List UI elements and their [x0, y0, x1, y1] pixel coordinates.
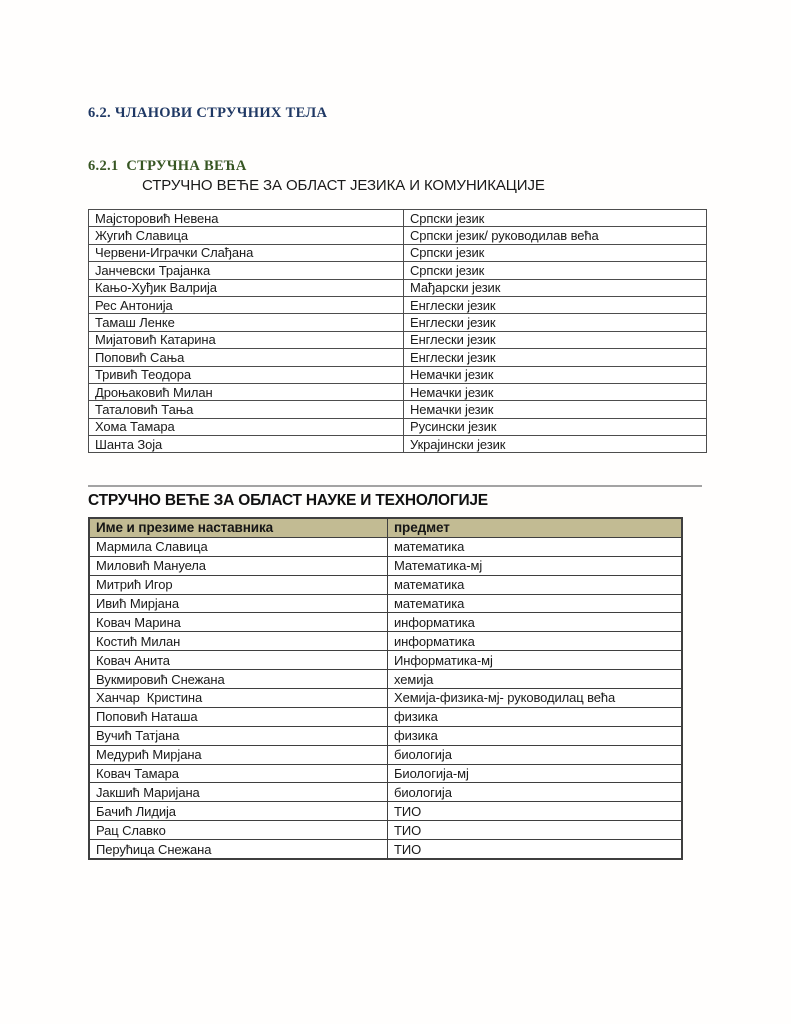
teacher-name-cell: Медурић Мирјана — [89, 745, 388, 764]
subheading-science-council: СТРУЧНО ВЕЋЕ ЗА ОБЛАСТ НАУКЕ И ТЕХНОЛОГИЈЕ — [88, 492, 488, 509]
teacher-name-cell: Кањо-Хуђик Валрија — [89, 279, 404, 296]
table-row — [89, 436, 707, 453]
subject-cell: Енглески језик — [404, 331, 707, 348]
teacher-name-cell: Поповић Наташа — [89, 707, 388, 726]
teacher-name-cell: Ковач Марина — [89, 613, 388, 632]
teacher-name-cell: Хома Тамара — [89, 418, 404, 435]
table-row — [89, 594, 682, 613]
table-row — [89, 401, 707, 418]
teacher-name-cell: Јакшић Маријана — [89, 783, 388, 802]
section-heading-councils: 6.2.1 СТРУЧНА ВЕЋА — [88, 158, 247, 174]
science-council-table — [88, 517, 683, 860]
subject-cell: Немачки језик — [404, 401, 707, 418]
teacher-name-cell: Костић Милан — [89, 632, 388, 651]
teacher-name-cell: Бачић Лидија — [89, 802, 388, 821]
subject-cell: Украјински језик — [404, 436, 707, 453]
table-header-row — [89, 518, 682, 537]
table-row — [89, 383, 707, 400]
subject-cell: физика — [388, 726, 683, 745]
table-row — [89, 689, 682, 708]
section-heading-members: 6.2. ЧЛАНОВИ СТРУЧНИХ ТЕЛА — [88, 105, 328, 121]
teacher-name-cell: Мијатовић Катарина — [89, 331, 404, 348]
subject-cell: физика — [388, 707, 683, 726]
table-row — [89, 670, 682, 689]
teacher-name-cell: Поповић Сања — [89, 349, 404, 366]
subheading-language-council: СТРУЧНО ВЕЋЕ ЗА ОБЛАСТ ЈЕЗИКА И КОМУНИКАЦИЈЕ — [142, 177, 545, 194]
table-row — [89, 821, 682, 840]
table-row — [89, 279, 707, 296]
teacher-name-cell: Дроњаковић Милан — [89, 383, 404, 400]
subject-cell: Српски језик — [404, 210, 707, 227]
table-row — [89, 632, 682, 651]
teacher-name-cell: Миловић Мануела — [89, 556, 388, 575]
subject-cell: Хемија-физика-мј- руководилац већа — [388, 689, 683, 708]
teacher-name-cell: Вучић Татјана — [89, 726, 388, 745]
subject-cell: Информатика-мј — [388, 651, 683, 670]
teacher-name-cell: Митрић Игор — [89, 575, 388, 594]
table-row — [89, 764, 682, 783]
table-row — [89, 366, 707, 383]
teacher-name-cell: Тривић Теодора — [89, 366, 404, 383]
subject-cell: Српски језик — [404, 244, 707, 261]
subject-cell: Немачки језик — [404, 366, 707, 383]
language-council-table-body — [89, 210, 707, 453]
table-row — [89, 244, 707, 261]
subject-cell: хемија — [388, 670, 683, 689]
table-row — [89, 707, 682, 726]
subject-cell: ТИО — [388, 821, 683, 840]
subject-cell: Српски језик — [404, 262, 707, 279]
science-council-table-head — [89, 518, 682, 537]
teacher-name-cell: Рес Антонија — [89, 296, 404, 313]
subject-cell: математика — [388, 594, 683, 613]
table-row — [89, 296, 707, 313]
table-row — [89, 726, 682, 745]
teacher-name-cell: Ковач Тамара — [89, 764, 388, 783]
table-row — [89, 418, 707, 435]
table-row — [89, 262, 707, 279]
subject-cell: Русински језик — [404, 418, 707, 435]
subject-cell: информатика — [388, 613, 683, 632]
teacher-name-cell: Перућица Снежана — [89, 840, 388, 859]
teacher-name-cell: Мајсторовић Невена — [89, 210, 404, 227]
teacher-name-cell: Ковач Анита — [89, 651, 388, 670]
table-row — [89, 802, 682, 821]
teacher-name-cell: Шанта Зоја — [89, 436, 404, 453]
header-cell-teacher-name: Име и презиме наставника — [89, 518, 388, 537]
teacher-name-cell: Мармила Славица — [89, 537, 388, 556]
language-council-table — [88, 209, 707, 453]
teacher-name-cell: Червени-Играчки Слађана — [89, 244, 404, 261]
table-row — [89, 613, 682, 632]
science-council-table-body — [89, 537, 682, 859]
subject-cell: Мађарски језик — [404, 279, 707, 296]
subject-cell: Немачки језик — [404, 383, 707, 400]
table-row — [89, 331, 707, 348]
subject-cell: Енглески језик — [404, 314, 707, 331]
horizontal-rule — [88, 485, 702, 487]
teacher-name-cell: Таталовић Тања — [89, 401, 404, 418]
subject-cell: Математика-мј — [388, 556, 683, 575]
teacher-name-cell: Тамаш Ленке — [89, 314, 404, 331]
table-row — [89, 537, 682, 556]
teacher-name-cell: Ханчар Кристина — [89, 689, 388, 708]
teacher-name-cell: Рац Славко — [89, 821, 388, 840]
table-row — [89, 783, 682, 802]
subject-cell: математика — [388, 537, 683, 556]
subject-cell: Енглески језик — [404, 349, 707, 366]
table-row — [89, 227, 707, 244]
subject-cell: биологија — [388, 783, 683, 802]
table-row — [89, 556, 682, 575]
table-row — [89, 349, 707, 366]
table-row — [89, 651, 682, 670]
teacher-name-cell: Јанчевски Трајанка — [89, 262, 404, 279]
table-row — [89, 745, 682, 764]
table-row — [89, 314, 707, 331]
table-row — [89, 575, 682, 594]
teacher-name-cell: Жугић Славица — [89, 227, 404, 244]
table-row — [89, 210, 707, 227]
subject-cell: биологија — [388, 745, 683, 764]
subject-cell: Српски језик/ руководилав већа — [404, 227, 707, 244]
table-row — [89, 840, 682, 859]
subject-cell: математика — [388, 575, 683, 594]
subject-cell: ТИО — [388, 802, 683, 821]
teacher-name-cell: Ивић Мирјана — [89, 594, 388, 613]
subject-cell: ТИО — [388, 840, 683, 859]
teacher-name-cell: Вукмировић Снежана — [89, 670, 388, 689]
subject-cell: информатика — [388, 632, 683, 651]
header-cell-subject: предмет — [388, 518, 683, 537]
subject-cell: Биологија-мј — [388, 764, 683, 783]
subject-cell: Енглески језик — [404, 296, 707, 313]
